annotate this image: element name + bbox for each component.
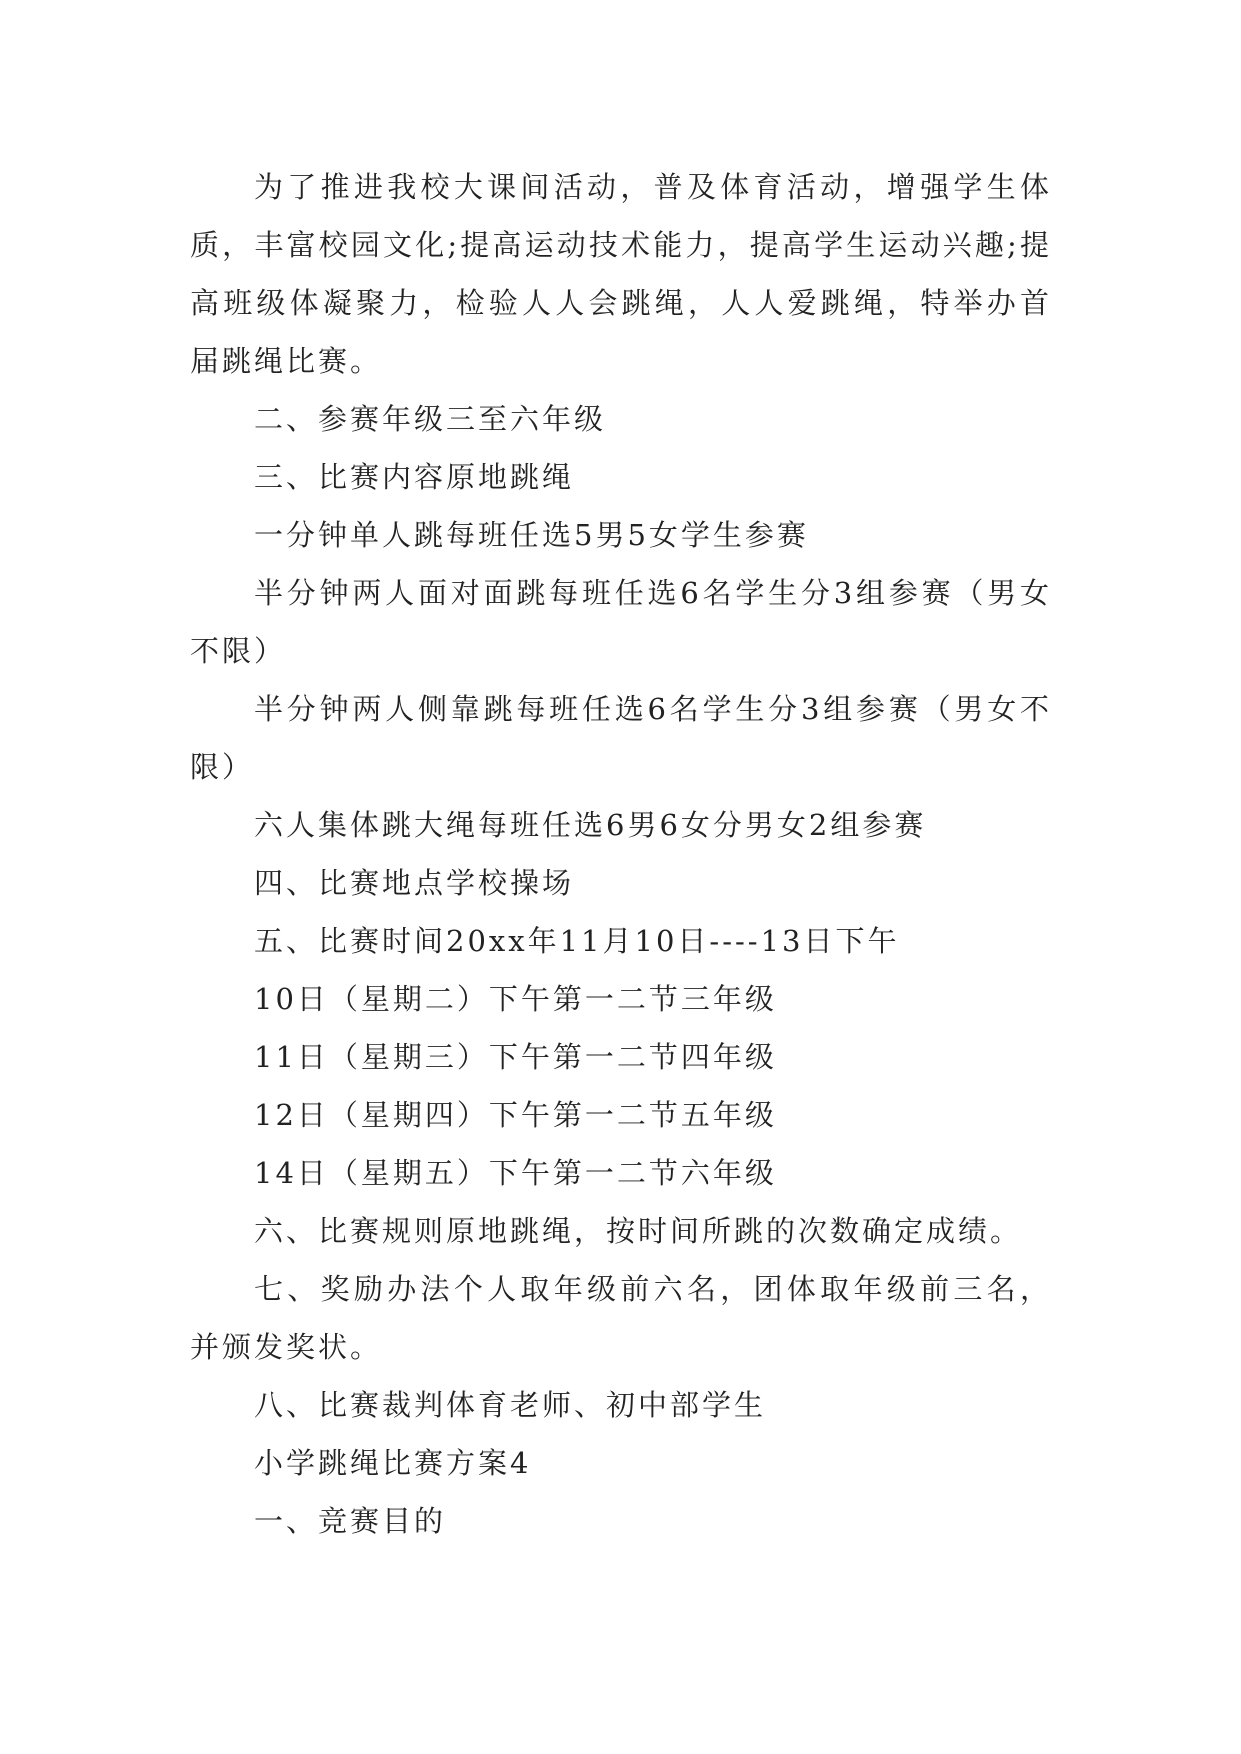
- paragraph-face-to-face-jump: 半分钟两人面对面跳每班任选6名学生分3组参赛（男女不限）: [190, 576, 1052, 668]
- paragraph-single-jump: 一分钟单人跳每班任选5男5女学生参赛: [254, 518, 809, 552]
- paragraph-schedule-day-11: 11日（星期三）下午第一二节四年级: [254, 1040, 777, 1074]
- paragraph-section-goal: 一、竞赛目的: [254, 1504, 447, 1538]
- paragraph-awards: 七、奖励办法个人取年级前六名，团体取年级前三名，并颁发奖状。: [190, 1272, 1052, 1364]
- paragraph-referees: 八、比赛裁判体育老师、初中部学生: [254, 1388, 767, 1422]
- paragraph-rules: 六、比赛规则原地跳绳，按时间所跳的次数确定成绩。: [254, 1214, 1023, 1248]
- paragraph-grades: 二、参赛年级三至六年级: [254, 402, 607, 436]
- paragraph-intro: 为了推进我校大课间活动，普及体育活动，增强学生体质，丰富校园文化;提高运动技术能力，提高学生运动兴趣;提高班级体凝聚力，检验人人会跳绳，人人爱跳绳，特举办首届跳绳比赛。: [190, 170, 1052, 378]
- paragraph-time: 五、比赛时间20xx年11月10日----13日下午: [254, 924, 900, 958]
- paragraph-plan-title: 小学跳绳比赛方案4: [254, 1446, 532, 1480]
- paragraph-group-jump: 六人集体跳大绳每班任选6男6女分男女2组参赛: [254, 808, 927, 842]
- paragraph-schedule-day-12: 12日（星期四）下午第一二节五年级: [254, 1098, 777, 1132]
- paragraph-location: 四、比赛地点学校操场: [254, 866, 575, 900]
- paragraph-schedule-day-10: 10日（星期二）下午第一二节三年级: [254, 982, 777, 1016]
- document-body: [190, 158, 1052, 1550]
- paragraph-side-by-side-jump: 半分钟两人侧靠跳每班任选6名学生分3组参赛（男女不限）: [190, 692, 1052, 784]
- paragraph-schedule-day-14: 14日（星期五）下午第一二节六年级: [254, 1156, 777, 1190]
- paragraph-content: 三、比赛内容原地跳绳: [254, 460, 575, 494]
